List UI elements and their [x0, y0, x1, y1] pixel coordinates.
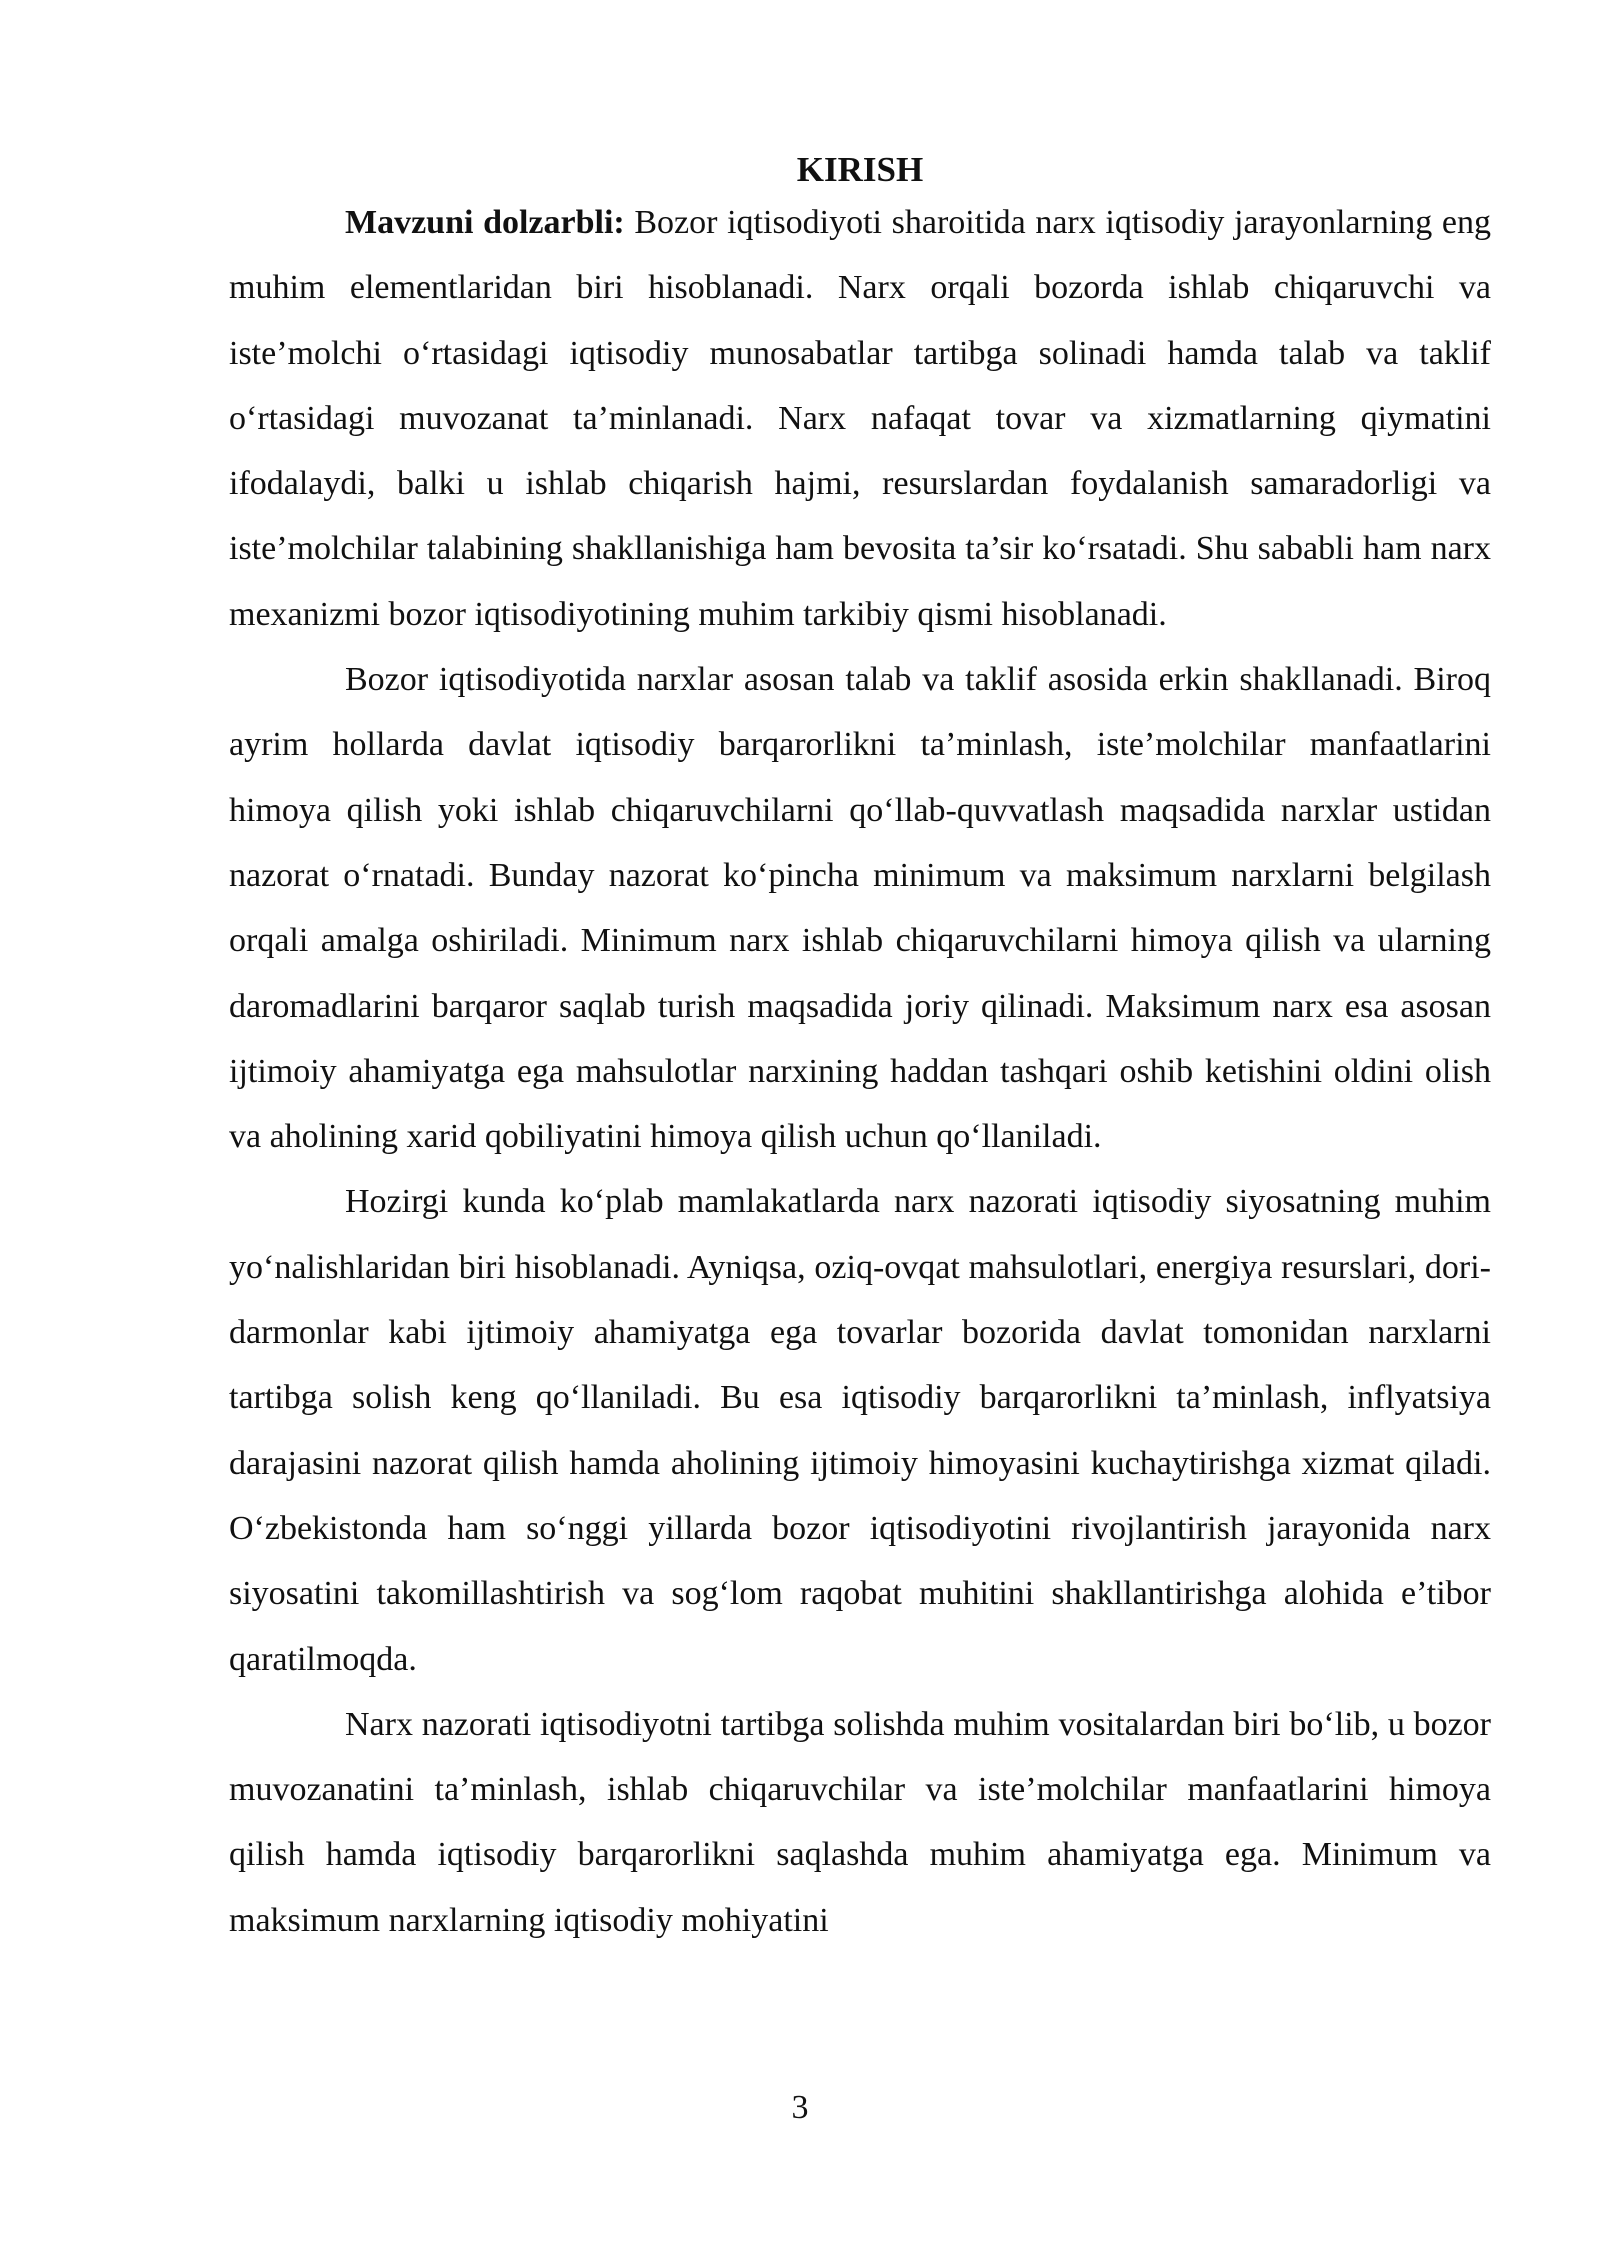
page-number: 3: [791, 2089, 809, 2126]
paragraph-4: Narx nazorati iqtisodiyotni tartibga solishda muhim vositalardan biri bo‘lib, u bozor muvozanatini ta’minlash, ishlab chiqaruvchilar va iste’molchilar manfaatlarini himoya qilish hamda iqtisodiy barqarorlikni saqlashda muhim ahamiyatga ega. Minimum va maksimum narxlarning iqtisodiy mohiyatini: [229, 1705, 1491, 1939]
paragraph-1: [229, 190, 1491, 647]
paragraph-1-text: Bozor iqtisodiyoti sharoitida narx iqtisodiy jarayonlarning eng muhim elementlaridan biri hisoblanadi. Narx orqali bozorda ishlab chiqaruvchi va iste’molchi o‘rtasidagi iqtisodiy munosabatlar tartibga solinadi hamda talab va taklif o‘rtasidagi muvozanat ta’minlanadi. Narx nafaqat tovar va xizmatlarning qiymatini ifodalaydi, balki u ishlab chiqarish hajmi, resurslardan foydalanish samaradorligi va iste’molchilar talabining shakllanishiga ham bevosita ta’sir ko‘rsatadi. Shu sababli ham narx mexanizmi bozor iqtisodiyotining muhim tarkibiy qismi hisoblanadi.: [229, 204, 1492, 633]
topic-relevance-label: Mavzuni dolzarbli:: [345, 204, 625, 241]
page-body: [229, 150, 1491, 1953]
paragraph-2: Bozor iqtisodiyotida narxlar asosan talab va taklif asosida erkin shakllanadi. Biroq ayrim hollarda davlat iqtisodiy barqarorlikni ta’minlash, iste’molchilar manfaatlarini himoya qilish yoki ishlab chiqaruvchilarni qo‘llab-quvvatlash maqsadida narxlar ustidan nazorat o‘rnatadi. Bunday nazorat ko‘pincha minimum va maksimum narxlarni belgilash orqali amalga oshiriladi. Minimum narx ishlab chiqaruvchilarni himoya qilish va ularning daromadlarini barqaror saqlab turish maqsadida joriy qilinadi. Maksimum narx esa asosan ijtimoiy ahamiyatga ega mahsulotlar narxining haddan tashqari oshib ketishini oldini olish va aholining xarid qobiliyatini himoya qilish uchun qo‘llaniladi.: [229, 661, 1491, 1156]
section-title: KIRISH: [796, 150, 924, 189]
paragraph-3: Hozirgi kunda ko‘plab mamlakatlarda narx nazorati iqtisodiy siyosatning muhim yo‘nalishlaridan biri hisoblanadi. Ayniqsa, oziq-ovqat mahsulotlari, energiya resurslari, dori-darmonlar kabi ijtimoiy ahamiyatga ega tovarlar bozorida davlat tomonidan narxlarni tartibga solish keng qo‘llaniladi. Bu esa iqtisodiy barqarorlikni ta’minlash, inflyatsiya darajasini nazorat qilish hamda aholining ijtimoiy himoyasini kuchaytirishga xizmat qiladi. O‘zbekistonda ham so‘nggi yillarda bozor iqtisodiyotini rivojlantirish jarayonida narx siyosatini takomillashtirish va sog‘lom raqobat muhitini shakllantirishga alohida e’tibor qaratilmoqda.: [229, 1183, 1491, 1678]
